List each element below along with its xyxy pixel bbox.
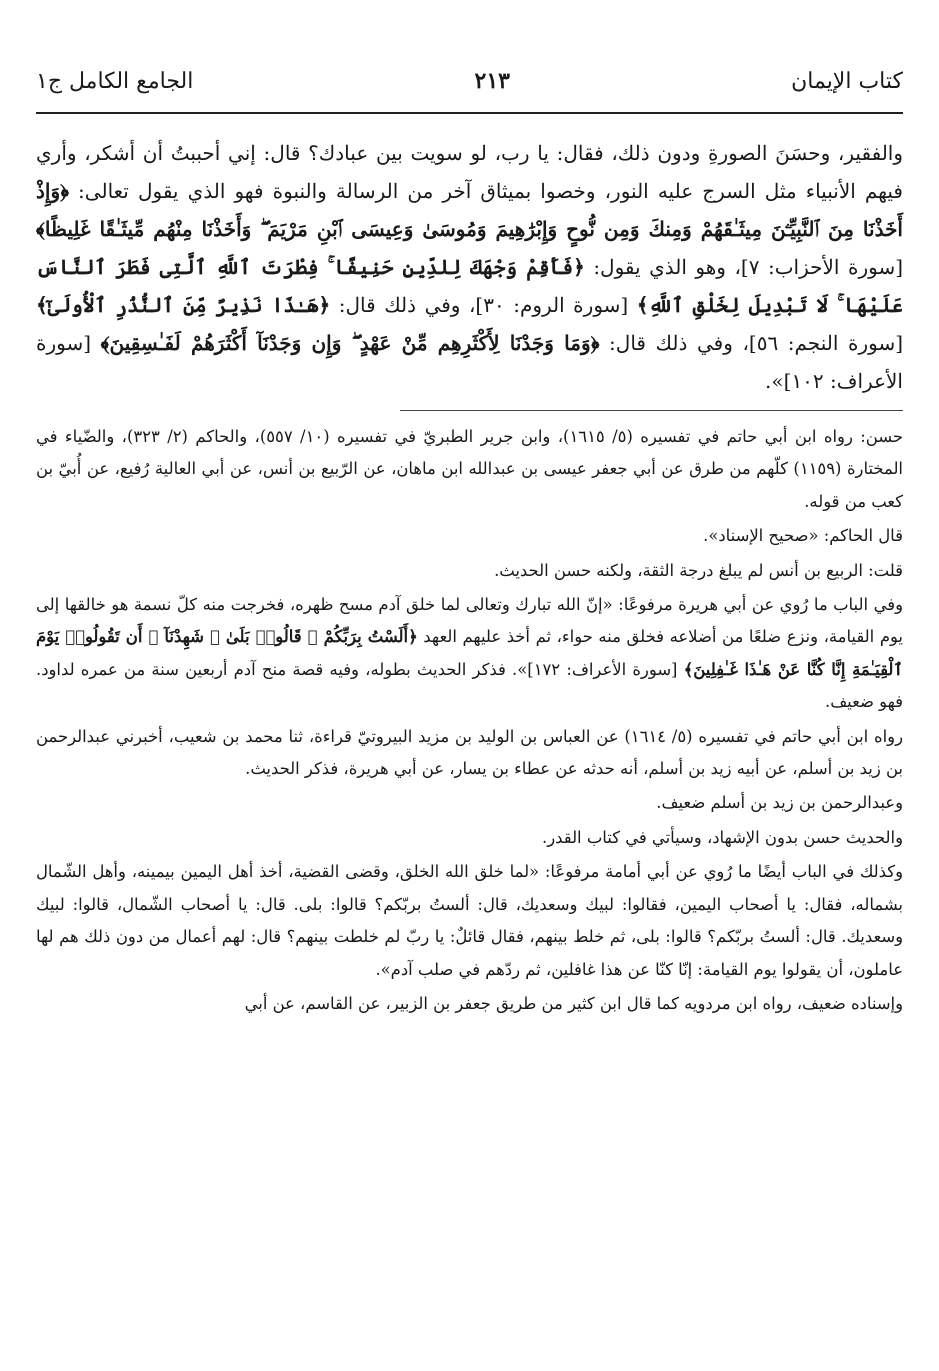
text-segment: حسن: رواه ابن أبي حاتم في تفسيره (٥/ ١٦١٥)، وابن جرير الطبريّ في تفسيره (١٠/ ٥٥٧)، والحاكم (٢/ ٣٢٣)، والضّياء في المختارة (١١٥٩) كلّهم من طرق عن أبي جعفر عيسى بن عبدالله ابن ماهان، عن الرّبيع بن أنس، عن أبي العالية رُفيع، عن أُبيّ بن كعب من قوله. [36,427,904,511]
chapter-title: كتاب الإيمان [791,68,903,94]
text-segment: [سورة النجم: ٥٦]، وفي ذلك قال: [599,331,904,355]
text-segment: [سورة الأعراف: ١٧٢]». فذكر الحديث بطوله، وفيه قصة منح آدم أربعين سنة من عمره لداود. فهو ضعيف. [36,659,903,712]
quran-verse: ﴿وَمَا وَجَدْنَا لِأَكْثَرِهِم مِّنْ عَهْدٍ ۖ وَإِن وَجَدْنَآ أَكْثَرَهُمْ لَفَـٰسِقِينَ﴾ [100,331,600,355]
note-paragraph [36,856,903,986]
note-paragraph [36,589,903,719]
footnote-separator [400,410,903,411]
quran-verse: ﴿هَـٰذَا نَذِيرٌ مِّنَ ٱلنُّذُرِ ٱلْأُولَىٰٓ﴾ [36,293,331,317]
text-segment: والفقير، وحسَنَ الصورةِ ودون ذلك، فقال: يا رب، لو سويت بين عبادك؟ قال: إني أحببتُ أن أشكر، وأري فيهم الأنبياء مثل السرج عليه النور، وخصوا بميثاق آخر من الرسالة والنبوة فهو الذي يقول تعالى: [36,141,903,203]
text-segment: والحديث حسن بدون الإشهاد، وسيأتي في كتاب القدر. [542,827,903,847]
text-segment: وكذلك في الباب أيضًا ما رُوي عن أبي أمامة مرفوعًا: «لما خلق الله الخلق، وقضى القضية، أخذ أهل اليمين بيمينه، وأهل الشّمال بشماله، فقال: يا أصحاب اليمين، فقالوا: لبيك وسعديك، قال: ألستُ بربّكم؟ قالوا: بلى. قال: يا أصحاب الشّمال، قالوا: لبيك وسعديك. قال: ألستُ بربّكم؟ قالوا: بلى، ثم خلط بينهم، فقال قائلٌ: يا ربّ لم خلطت بينهم؟ قال: لهم أعمال من دون ذلك هم لها عاملون، أن يقولوا يوم القيامة: إنّا كنّا عن هذا غافلين، ثم ردّهم في صلب آدم». [36,862,903,979]
main-text [36,134,903,400]
page-number: ٢١٣ [474,68,510,94]
text-segment: وإسناده ضعيف، رواه ابن مردويه كما قال ابن كثير من طريق جعفر بن الزبير، عن القاسم، عن أبي [244,993,903,1013]
header-rule [36,112,903,114]
quran-verse: ﴿أَلَسْتُ بِرَبِّكُمْ ۖ قَالُوا۟ بَلَىٰ ۛ شَهِدْنَآ ۛ أَن تَقُولُوا۟ يَوْمَ ٱلْقِيَـٰمَةِ إِنَّا كُنَّا عَنْ هَـٰذَا غَـٰفِلِينَ﴾ [36,627,903,679]
note-paragraph [36,721,903,786]
note-paragraph [36,787,903,819]
quran-verse: ﴿وَإِذْ أَخَذْنَا مِنَ ٱلنَّبِيِّـۧنَ مِيثَـٰقَهُمْ وَمِنكَ وَمِن نُّوحٍ وَإِبْرَٰهِيمَ وَمُوسَىٰ وَعِيسَى ٱبْنِ مَرْيَمَ ۖ وَأَخَذْنَا مِنْهُم مِّيثَـٰقًا غَلِيظًا﴾ [36,179,903,241]
text-segment: وفي الباب ما رُوي عن أبي هريرة مرفوعًا: «إنّ الله تبارك وتعالى لما خلق آدم مسح ظهره، فخرجت منه كلّ نسمة هو خالقها إلى يوم القيامة، ونزع ضلعًا من أضلاعه فخلق منه حواء، ثم أخذ عليهم العهد [36,595,903,647]
note-paragraph [36,822,903,854]
commentary [36,421,903,1020]
book-title: الجامع الكامل ج١ [36,68,194,94]
text-segment: [سورة الأعراف: ١٠٢]». [36,331,903,393]
note-paragraph [36,421,903,518]
note-paragraph [36,555,903,587]
running-header [36,56,903,106]
note-paragraph [36,520,903,552]
note-paragraph [36,988,903,1020]
text-segment: قال الحاكم: «صحيح الإسناد». [703,526,903,546]
quran-verse: ﴿فَأَقِمْ وَجْهَكَ لِلدِّينِ حَنِيفًا ۚ فِطْرَتَ ٱللَّهِ ٱلَّتِى فَطَرَ ٱلنَّاسَ عَلَيْهَا ۚ لَا تَبْدِيلَ لِخَلْقِ ٱللَّهِ﴾ [36,255,903,317]
text-segment: [سورة الروم: ٣٠]، وفي ذلك قال: [330,293,637,317]
text-segment: رواه ابن أبي حاتم في تفسيره (٥/ ١٦١٤) عن العباس بن الوليد بن مزيد البيروتيّ قراءة، ثنا محمد بن شعيب، أخبرني عبدالرحمن بن زيد بن أسلم، عن أبيه زيد بن أسلم، أنه حدثه عن عطاء بن يسار، عن أبي هريرة، فذكر الحديث. [36,726,903,779]
text-segment: [سورة الأحزاب: ٧]، وهو الذي يقول: [584,255,904,279]
text-segment: قلت: الربيع بن أنس لم يبلغ درجة الثقة، ولكنه حسن الحديث. [494,560,903,580]
page-body [36,124,903,1351]
text-segment: وعبدالرحمن بن زيد بن أسلم ضعيف. [656,793,903,813]
